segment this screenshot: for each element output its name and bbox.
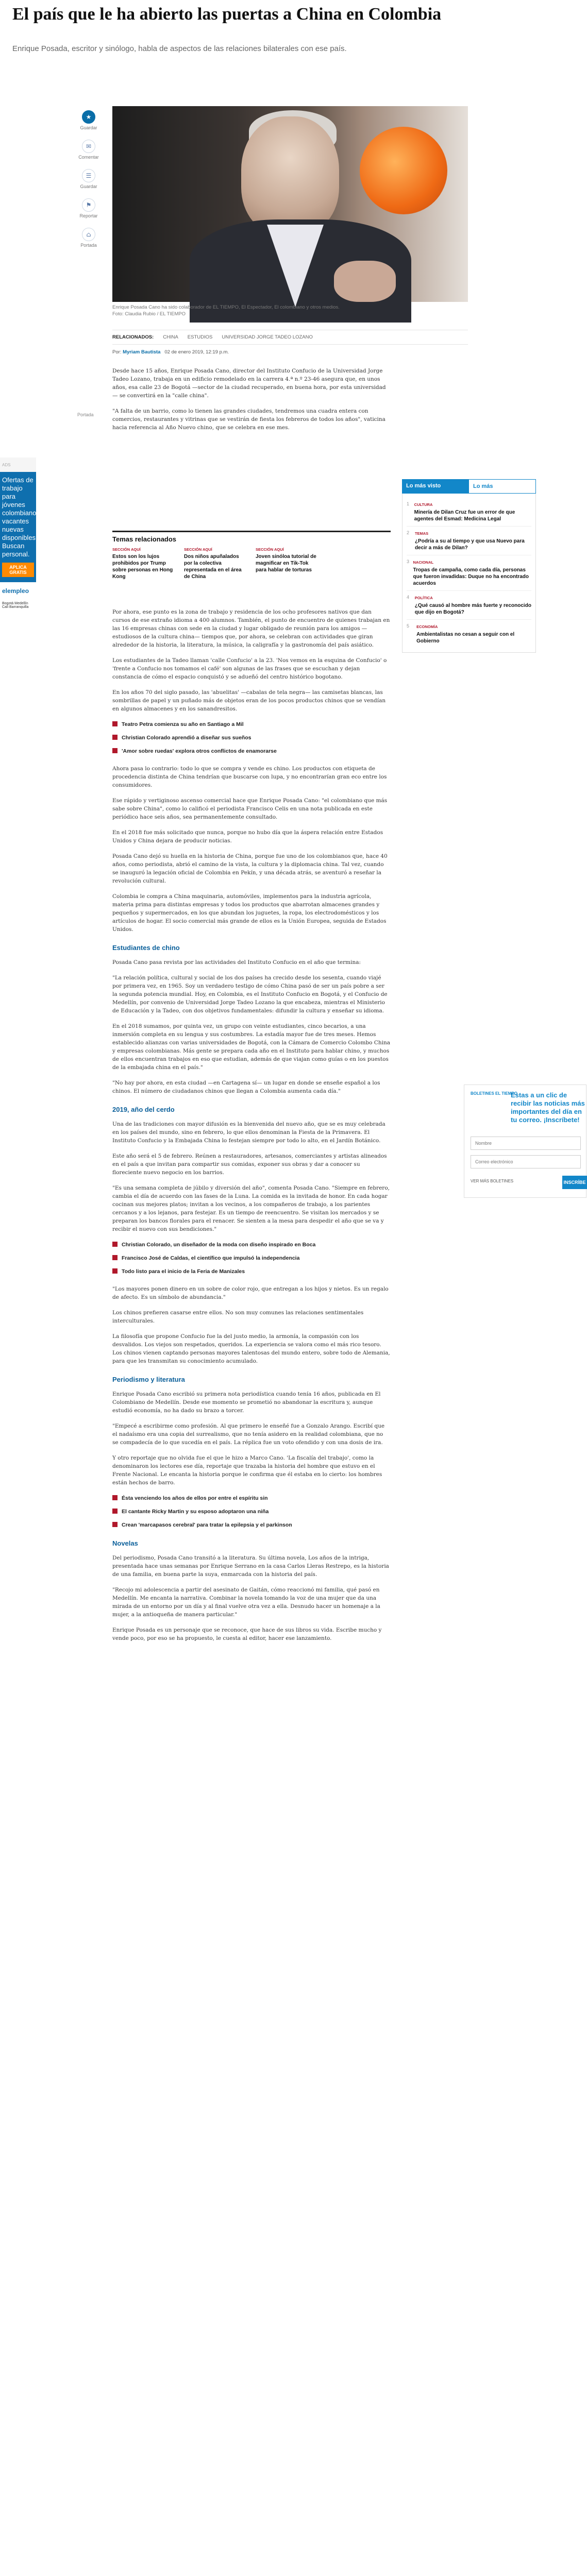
paragraph: Ahora pasa lo contrario: todo lo que se compra y vende es chino. Los productos con etiqueta de procedencia distinta de China tendrían que buscarse con lupa, y no encontrarían gran eco entre los consumidores.: [112, 766, 387, 788]
paragraph: Enrique Posada es un personaje que se reconoce, que hace de sus libros su vida. Escribe mucho y vende poco, por eso se ha propuesto, le cuesta al editor, hacer ese lanzamiento.: [112, 1627, 382, 1641]
tab-most-read[interactable]: Lo más visto: [402, 479, 468, 494]
related-link[interactable]: Crean 'marcapasos cerebral' para tratar la epilepsia y el parkinson: [112, 1521, 391, 1529]
article-headline: El país que le ha abierto las puertas a China en Colombia: [12, 5, 442, 24]
related-link[interactable]: Francisco José de Caldas, el científico que impulsó la independencia: [112, 1254, 391, 1262]
paragraph: "Empecé a escribirme como profesión. Al que primero le enseñé fue a Gonzalo Arango. Escribí que el nadaísmo era una copia del surrealismo, que no tenía asidero en la realidad colombiana, que no se compadecía de lo que sucedía en el país. La réplica fue un voto ofendido y con una dosis de ira.: [112, 1423, 385, 1446]
most-read-item[interactable]: 4 POLÍTICA ¿Qué causó al hombre más fuerte y reconocido que dijo en Bogotá?: [407, 591, 531, 620]
bookmark-icon[interactable]: ★: [82, 110, 95, 124]
paragraph: En el 2018 fue más solicitado que nunca, porque no hubo día que la áspera relación entre Estados Unidos y China dejara de producir noticias.: [112, 829, 383, 844]
author-link[interactable]: Myriam Bautista: [123, 349, 161, 355]
left-ad[interactable]: ADS Ofertas de trabajo para jóvenes colombianos vacantes nuevas disponibles. Buscan personal. APLICA GRATIS elempleo Bogotá Medellín Cali Barranquilla: [0, 457, 36, 586]
paragraph: Este año será el 5 de febrero. Reúnen a restauradores, artesanos, comerciantes y artistas alineados en el país a que invitan para compartir sus comidas, exponer sus obras y dar a conocer su floreciente nuevo negocio en los barrios.: [112, 1153, 387, 1176]
related-topic-card[interactable]: SECCIÓN AQUÍ Dos niños apuñalados por la colectiva representada en el área de China: [184, 547, 242, 580]
tag-link[interactable]: ESTUDIOS: [187, 334, 213, 340]
related-link[interactable]: Christian Colorado aprendió a diseñar sus sueños: [112, 734, 391, 742]
rail-foot-label[interactable]: Portada: [77, 412, 94, 417]
paragraph: "Recojo mi adolescencia a partir del asesinato de Gaitán, cómo reaccionó mi familia, qué pasó en Medellín. Me encanta la narrativa. Combinar la novela tomando la voz de una mujer que da una mirada de un entorno por un día y al final vuelve otra vez a ella. Desnudo hacer un homenaje a la mujer, a la antioqueña de manera particular.": [112, 1587, 380, 1618]
related-links: [112, 1494, 391, 1529]
paragraph: Una de las tradiciones con mayor difusión es la bienvenida del nuevo año, que se es muy celebrada en los países del mundo, sino en febrero, lo que ellos denominan la Fiesta de la Primavera. El Instituto Confucio y la Embajada China lo festejan siempre por todo lo alto, en el Jardín Botánico.: [112, 1121, 385, 1144]
article-subhead: Enrique Posada, escritor y sinólogo, habla de aspectos de las relaciones bilaterales con ese país.: [12, 44, 347, 53]
most-read-box: [402, 479, 536, 653]
share-rail: [77, 110, 100, 257]
publish-date: 02 de enero 2019, 12:19 p.m.: [164, 349, 229, 355]
section-heading: Novelas: [112, 1539, 138, 1547]
related-links: [112, 1241, 391, 1276]
bullet-icon: [112, 721, 118, 726]
portrait-figure: [241, 116, 339, 235]
tags-label: RELACIONADOS:: [112, 334, 154, 340]
bullet-icon: [112, 1255, 118, 1260]
most-read-item[interactable]: 2 TEMAS ¿Podría a su al tiempo y que usa Nuevo para decir a más de Dilan?: [407, 527, 531, 555]
save-icon[interactable]: ☰: [82, 169, 95, 182]
related-link[interactable]: Todo listo para el inicio de la Feria de Manizales: [112, 1267, 391, 1276]
paragraph: Y otro reportaje que no olvida fue el que le hizo a Marco Cano. 'La fiscalía del trabajo', como la denominaron los lectores ese día, reportaje que trazaba la historia del hombre que estuvo en el Frente Nacional. Le encanta la historia porque le confirma que él estaba en lo cierto: los hombres están hechos de barro.: [112, 1455, 382, 1486]
paragraph: Los chinos prefieren casarse entre ellos. No son muy comunes las relaciones sentimentales interculturales.: [112, 1310, 364, 1324]
home-icon[interactable]: ⌂: [82, 228, 95, 241]
most-read-item[interactable]: 3 NACIONAL Tropas de campaña, como cada día, personas que fueron invadidas: Duque no ha encontrado acuerdos: [407, 555, 531, 591]
newsletter-title: Estas a un clic de recibir las noticias más importantes del día en tu correo. ¡Inscríbete!: [511, 1091, 585, 1124]
tab-most-other[interactable]: Lo más: [468, 479, 536, 494]
paragraph: Enrique Posada Cano escribió su primera nota periodística cuando tenía 16 años, publicada en El Colombiano de Medellín. Desde ese momento se prometió no abandonar la escritura y, aunque estudió economía, no ha dado su brazo a torcer.: [112, 1391, 381, 1414]
rail-save[interactable]: ★ Guardar: [77, 110, 100, 130]
related-link[interactable]: Teatro Petra comienza su año en Santiago a Mil: [112, 720, 391, 728]
section-heading: Periodismo y literatura: [112, 1376, 185, 1383]
paragraph: En los años 70 del siglo pasado, las 'abuelitas' —cabalas de tela negra— las camisetas blancas, las sombrillas de papel y un puñado más de objetos eran de los pocos productos chinos que se vendían en algunos almacenes y en los sanandresitos.: [112, 689, 386, 712]
paragraph: "Los mayores ponen dinero en un sobre de color rojo, que entregan a los hijos y nietos. Es un regalo de afecto. Es un símbolo de abundancia.": [112, 1286, 389, 1300]
related-link[interactable]: 'Amor sobre ruedas' explora otros conflictos de enamorarse: [112, 747, 391, 755]
paragraph: Los estudiantes de la Tadeo llaman 'calle Confucio' a la 23. 'Nos vemos en la esquina de Confucio' o 'frente a Confucio nos tomamos el café' son algunas de las frases que se escuchan y dejan constancia de cómo el espacio conquistó y se adueñó del centro histórico bogotano.: [112, 657, 387, 680]
paragraph: Por ahora, ese punto es la zona de trabajo y residencia de los ocho profesores nativos que dan cursos de ese extraño idioma a 400 alumnos. También, el punto de encuentro de quienes trabajan en las 16 empresas chinas con sede en la ciudad y lugar obligado de reunión para los amigos —estudiosos de la cultura china— tiempos que, por ahora, se celebran con actividades que giran alrededor de la historia, la literatura, la música, la caligrafía y la gastronomía del país asiático.: [112, 609, 390, 648]
article-body-2: [112, 608, 391, 1650]
bullet-icon: [112, 1522, 118, 1527]
newsletter-box: [464, 1084, 586, 1198]
paragraph: En el 2018 sumamos, por quinta vez, un grupo con veinte estudiantes, cinco becarios, a una inmersión completa en su lengua y sus costumbres. La estadía mayor fue de tres meses. Hemos establecido alianzas con varias universidades de Bogotá, con la Cámara de Comercio Colombo China y empresas colombianas. Más gente se prepara cada año en el Instituto para hablar chino, y muchos de ellos encuentran trabajos en eso que estudian, además de que viajan como guías o en los puestos de la embajada china en el país.": [112, 1023, 390, 1071]
bullet-icon: [112, 748, 118, 753]
most-read-item[interactable]: 1 CULTURA Minería de Dilan Cruz fue un error de que agentes del Esmad: Medicina Legal: [407, 498, 531, 527]
paragraph: "A falta de un barrio, como lo tienen las grandes ciudades, tendremos una cuadra entera con comercios, restaurantes y vitrinas que se vestirán de fiesta los febreros de todos los años", vaticina hacia referencia al Año Nuevo chino, que se celebra en ese mes.: [112, 408, 385, 431]
related-link[interactable]: Ésta venciendo los años de ellos por entre el espíritu sin: [112, 1494, 391, 1502]
tag-link[interactable]: CHINA: [163, 334, 178, 340]
section-heading: Estudiantes de chino: [112, 944, 180, 952]
paragraph: "La relación política, cultural y social de los dos países ha crecido desde los sesenta, cuando viajé por primera vez, en 1965. Soy un verdadero testigo de cómo China pasó de ser un país pobre a ser la segunda potencia mundial. Hoy, en Colombia, es el Instituto Confucio en Bogotá, y el Confucio de Medellín, por convenio de Universidad Jorge Tadeo Lozano la que encabeza, mientras el Ministerio de Educación y la Tadeo, con dos objetivos fundamentales: difundir la cultura y enseñar su idioma.: [112, 975, 388, 1014]
rail-portada[interactable]: ⌂ Portada: [77, 228, 100, 248]
paragraph: Del periodismo, Posada Cano transitó a la literatura. Su última novela, Los años de la intriga, presentada hace unas semanas por Enrique Serrano en la casa Carlos Lleras Restrepo, es la historia de una familia, en buena parte la suya, enmarcada con la historia del país.: [112, 1555, 389, 1578]
photo-caption: Enrique Posada Cano ha sido colaborador de EL TIEMPO, El Espectador, El colombiano y otros medios. Foto: Claudia Rubio / EL TIEMPO: [112, 304, 340, 317]
paragraph: "No hay por ahora, en esta ciudad —en Cartagena sí— un lugar en donde se enseñe español a los chinos. El número de ciudadanos chinos que llegan a Colombia aumenta cada día.": [112, 1080, 380, 1094]
subscribe-button[interactable]: INSCRÍBE: [562, 1176, 587, 1189]
bullet-icon: [112, 1509, 118, 1514]
paragraph: Colombia le compra a China maquinaria, automóviles, implementos para la industria agrícola, materia prima para distintas empresas y todos los productos que abarrotan almacenes grandes y pequeños y supermercados, en los que abundan los juguetes, la ropa, los electrodomésticos y los artículos de hogar. El socio comercial más grande de ellos es la Unión Europea, seguida de Estados Unidos.: [112, 893, 387, 933]
comment-icon[interactable]: ✉: [82, 140, 95, 153]
bullet-icon: [112, 1268, 118, 1274]
bullet-icon: [112, 1495, 118, 1500]
article-body-1: [112, 367, 391, 439]
ad-apply-button[interactable]: APLICA GRATIS: [2, 563, 34, 577]
most-read-item[interactable]: 5 ECONOMÍA Ambientalistas no cesan a seguir con el Gobierno: [407, 623, 515, 644]
related-topics-title: Temas relacionados: [112, 535, 177, 543]
related-link[interactable]: Christian Colorado, un diseñador de la moda con diseño inspirado en Boca: [112, 1241, 391, 1249]
email-field[interactable]: [471, 1155, 581, 1168]
bullet-icon: [112, 735, 118, 740]
related-topic-card[interactable]: SECCIÓN AQUÍ Joven sinóloa tutorial de magnificar en Tik-Tok para hablar de torturas: [256, 547, 316, 573]
related-topic-card[interactable]: SECCIÓN AQUÍ Estos son los lujos prohibidos por Trump sobre personas en Hong Kong: [112, 547, 173, 580]
byline: Por: Myriam Bautista 02 de enero 2019, 12:19 p.m.: [112, 349, 229, 355]
newsletter-logo: BOLETINES EL TIEMPO: [471, 1091, 517, 1096]
related-topics: [112, 531, 391, 580]
paragraph: La filosofía que propone Confucio fue la del justo medio, la armonía, la compasión con los desvalidos. Los viejos son respetados, queridos. La experiencia se valora como el más rico tesoro. Los chinos vienen captando personas mayores talentosas del mundo entero, sobre todo de Alemania, para que les transmitan su conocimiento acumulado.: [112, 1333, 390, 1364]
article-photo: [112, 106, 468, 302]
paragraph: Desde hace 15 años, Enrique Posada Cano, director del Instituto Confucio de la Universidad Jorge Tadeo Lozano, trabaja en un edificio remodelado en la carrera 4.ª n.º 23-46 asegura que, en unos años, esa calle 23 de Bogotá —sector de la ciudad recuperado, en buena hora, por esta universidad— se convertirá en la "calle china".: [112, 368, 386, 399]
related-tags: [112, 330, 468, 345]
section-heading: 2019, año del cerdo: [112, 1106, 175, 1113]
paragraph: Posada Cano pasa revista por las actividades del Instituto Confucio en el año que termina:: [112, 959, 361, 965]
rail-report[interactable]: ⚑ Reportar: [77, 198, 100, 218]
related-links: [112, 720, 391, 755]
ad-brand-logo: elempleo: [0, 582, 36, 600]
rail-comment[interactable]: ✉ Comentar: [77, 140, 100, 160]
paragraph: Posada Cano dejó su huella en la historia de China, porque fue uno de los colombianos que, hace 40 años, como periodista, abrió el camino de la vista, la cultura y la diplomacia china. Tal vez, cuando se inauguró la legación oficial de Colombia en Pekín, y una década atrás, se aventuró a reseñar la revolución cultural.: [112, 853, 388, 884]
tag-link[interactable]: UNIVERSIDAD JORGE TADEO LOZANO: [222, 334, 313, 340]
photo-credit: Foto: Claudia Rubio / EL TIEMPO: [112, 311, 186, 317]
paragraph: Ese rápido y vertiginoso ascenso comercial hace que Enrique Posada Cano: "el colombiano que más sabe sobre China", como lo calificó el periodista Francisco Celis en una nota publicada en este periódico hace seis años, sea permanentemente consultado.: [112, 798, 388, 820]
related-link[interactable]: El cantante Ricky Martin y su esposo adoptaron una niña: [112, 1507, 391, 1516]
name-field[interactable]: [471, 1137, 581, 1150]
rail-save-2[interactable]: ☰ Guardar: [77, 169, 100, 189]
bullet-icon: [112, 1242, 118, 1247]
paragraph: "Es una semana completa de júbilo y diversión del año", comenta Posada Cano. "Siempre en febrero, cambia el día de acuerdo con las fases de la Luna. La comida es la invitada de honor. En cada hogar cocinan sus mejores platos; invitan a los vecinos, a los compañeros de trabajo, a los parientes cercanos y a los lejanos, para festejar. Es un tiempo de reencuentro. Se visitan los mercados y se preparan los bancos florales para el renacer. Se sienten a la mesa para despedir el año que se va y recibir el nuevo con sus bendiciones.": [112, 1185, 390, 1232]
more-newsletters-link[interactable]: VER MÁS BOLETINES: [471, 1179, 514, 1183]
lamp-shape: [360, 127, 447, 214]
flag-icon[interactable]: ⚑: [82, 198, 95, 212]
